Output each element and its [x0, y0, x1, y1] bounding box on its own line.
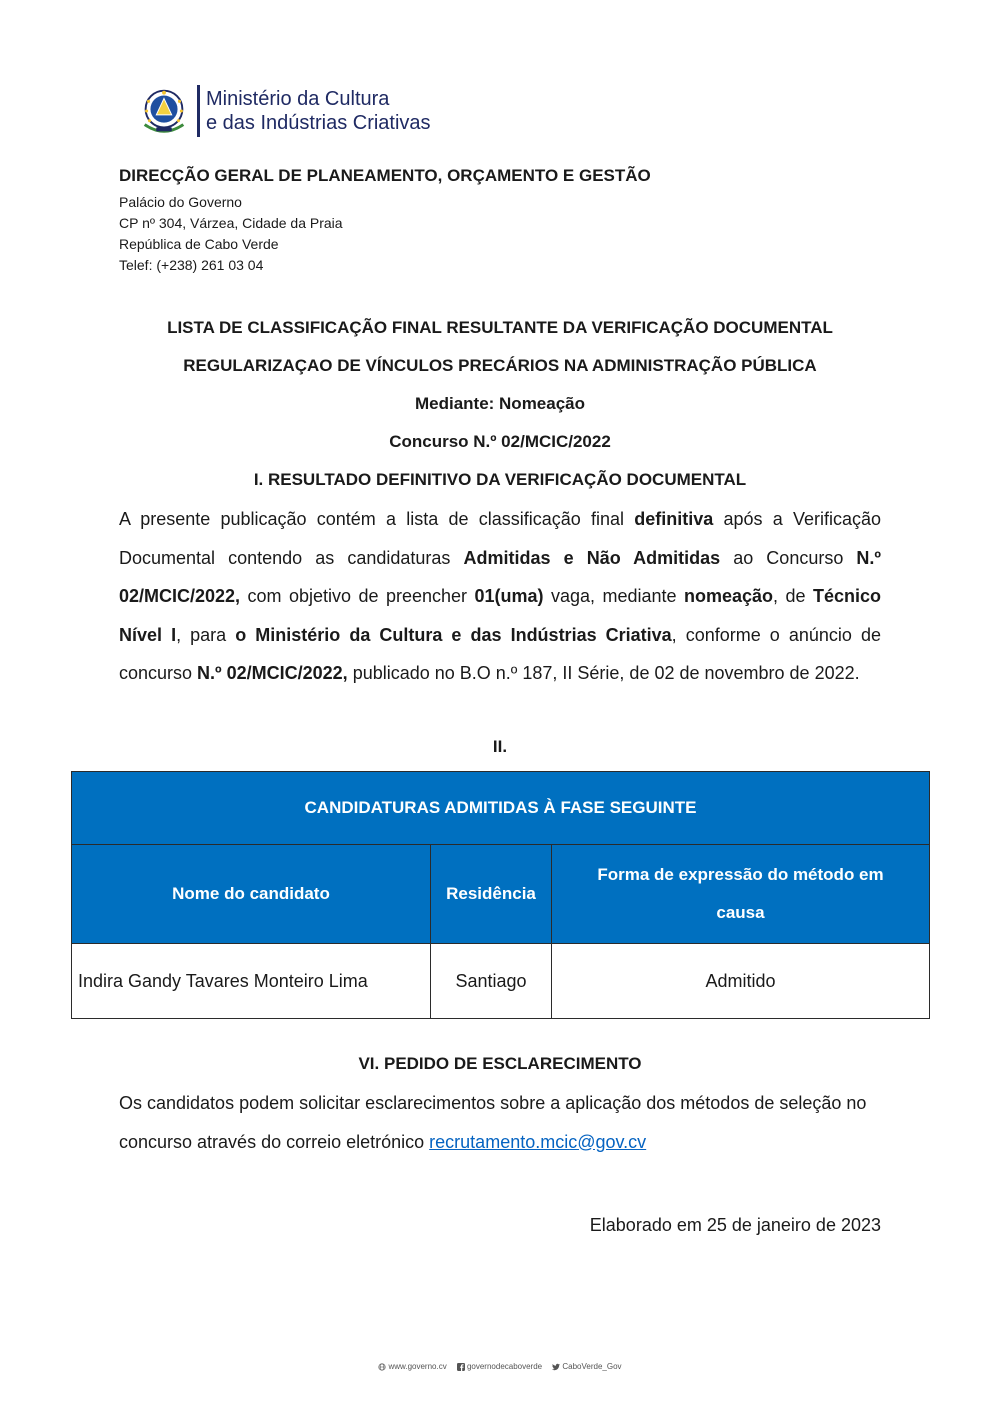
regularization-title: REGULARIZAÇAO DE VÍNCULOS PRECÁRIOS NA ADMINISTRAÇÃO PÚBLICA	[183, 356, 817, 375]
intro-text: publicado no B.O n.º 187, II Série, de 02 de novembro de 2022.	[347, 663, 860, 683]
address-line: Telef: (+238) 261 03 04	[119, 257, 264, 273]
intro-text: A presente publicação contém a lista de classificação final	[119, 509, 635, 529]
footer-twitter[interactable]	[552, 1362, 621, 1371]
cabo-verde-emblem-icon	[135, 82, 193, 140]
address-line: República de Cabo Verde	[119, 236, 279, 252]
section1-title: I. RESULTADO DEFINITIVO DA VERIFICAÇÃO DOCUMENTAL	[253, 470, 747, 489]
section6-title: VI. PEDIDO DE ESCLARECIMENTO	[358, 1054, 642, 1073]
intro-text: após a Verificação Documental contendo as candidaturas	[119, 509, 881, 568]
intro-text: com objetivo de preencher	[240, 586, 475, 606]
intro-text: vaga, mediante	[543, 586, 684, 606]
section2-label: II.	[492, 737, 508, 756]
intro-bold: Admitidas e Não Admitidas	[463, 547, 721, 568]
footer-twitter-text: CaboVerde_Gov	[562, 1362, 622, 1371]
intro-bold: o Ministério da Cultura e das Indústrias Criativa	[235, 624, 672, 645]
twitter-icon	[552, 1363, 560, 1371]
cell-residence: Santiago	[431, 944, 552, 1019]
ministry-name	[206, 87, 431, 135]
ministry-logo	[135, 82, 431, 140]
table-row	[72, 944, 930, 1019]
globe-icon	[378, 1363, 386, 1371]
intro-bold: definitiva	[634, 509, 714, 529]
footer-website-text: www.governo.cv	[388, 1362, 447, 1371]
cell-result: Admitido	[552, 944, 930, 1019]
elaboration-date: Elaborado em 25 de janeiro de 2023	[589, 1215, 881, 1235]
table-title: CANDIDATURAS ADMITIDAS À FASE SEGUINTE	[72, 772, 930, 845]
header-method: Forma de expressão do método em causa	[552, 845, 930, 944]
address-line: CP nº 304, Várzea, Cidade da Praia	[119, 215, 343, 231]
address-line: Palácio do Governo	[119, 194, 242, 210]
intro-bold: N.º 02/MCIC/2022,	[197, 663, 348, 683]
section6-text: Os candidatos podem solicitar esclarecimentos sobre a aplicação dos métodos de seleção no concurso através do correio eletrónico	[119, 1093, 867, 1152]
footer-website[interactable]	[378, 1362, 448, 1371]
intro-bold: N.º 02/MCIC/2022,	[119, 547, 881, 606]
footer-facebook-text: governodecaboverde	[466, 1362, 543, 1371]
logo-divider	[197, 85, 200, 137]
intro-text: , de	[773, 586, 813, 606]
department-block	[119, 166, 651, 276]
header-candidate-name: Nome do candidato	[72, 845, 431, 944]
footer-facebook[interactable]	[457, 1362, 544, 1371]
footer	[0, 1362, 1000, 1371]
candidates-table	[71, 771, 930, 1019]
cell-candidate-name: Indira Gandy Tavares Monteiro Lima	[72, 944, 431, 1019]
header-residence: Residência	[431, 845, 552, 944]
intro-bold: 01(uma)	[474, 586, 544, 606]
intro-bold: nomeação	[683, 586, 774, 606]
intro-text: ao Concurso	[720, 547, 857, 568]
section6-paragraph	[119, 1084, 881, 1161]
ministry-name-line1: Ministério da Cultura	[206, 88, 390, 110]
ministry-name-line2: e das Indústrias Criativas	[206, 112, 431, 134]
intro-bold: Técnico Nível I	[119, 586, 881, 645]
intro-text: , para	[176, 624, 236, 645]
department-title: DIRECÇÃO GERAL DE PLANEAMENTO, ORÇAMENTO E GESTÃO	[119, 166, 651, 185]
mode-title: Mediante: Nomeação	[414, 394, 586, 413]
contest-title: Concurso N.º 02/MCIC/2022	[389, 432, 611, 451]
facebook-icon	[457, 1363, 465, 1371]
intro-text: , conforme o anúncio de concurso	[119, 624, 881, 683]
intro-paragraph	[119, 500, 881, 693]
list-title: LISTA DE CLASSIFICAÇÃO FINAL RESULTANTE DA VERIFICAÇÃO DOCUMENTAL	[167, 318, 833, 337]
contact-email-link[interactable]: recrutamento.mcic@gov.cv	[429, 1131, 647, 1152]
